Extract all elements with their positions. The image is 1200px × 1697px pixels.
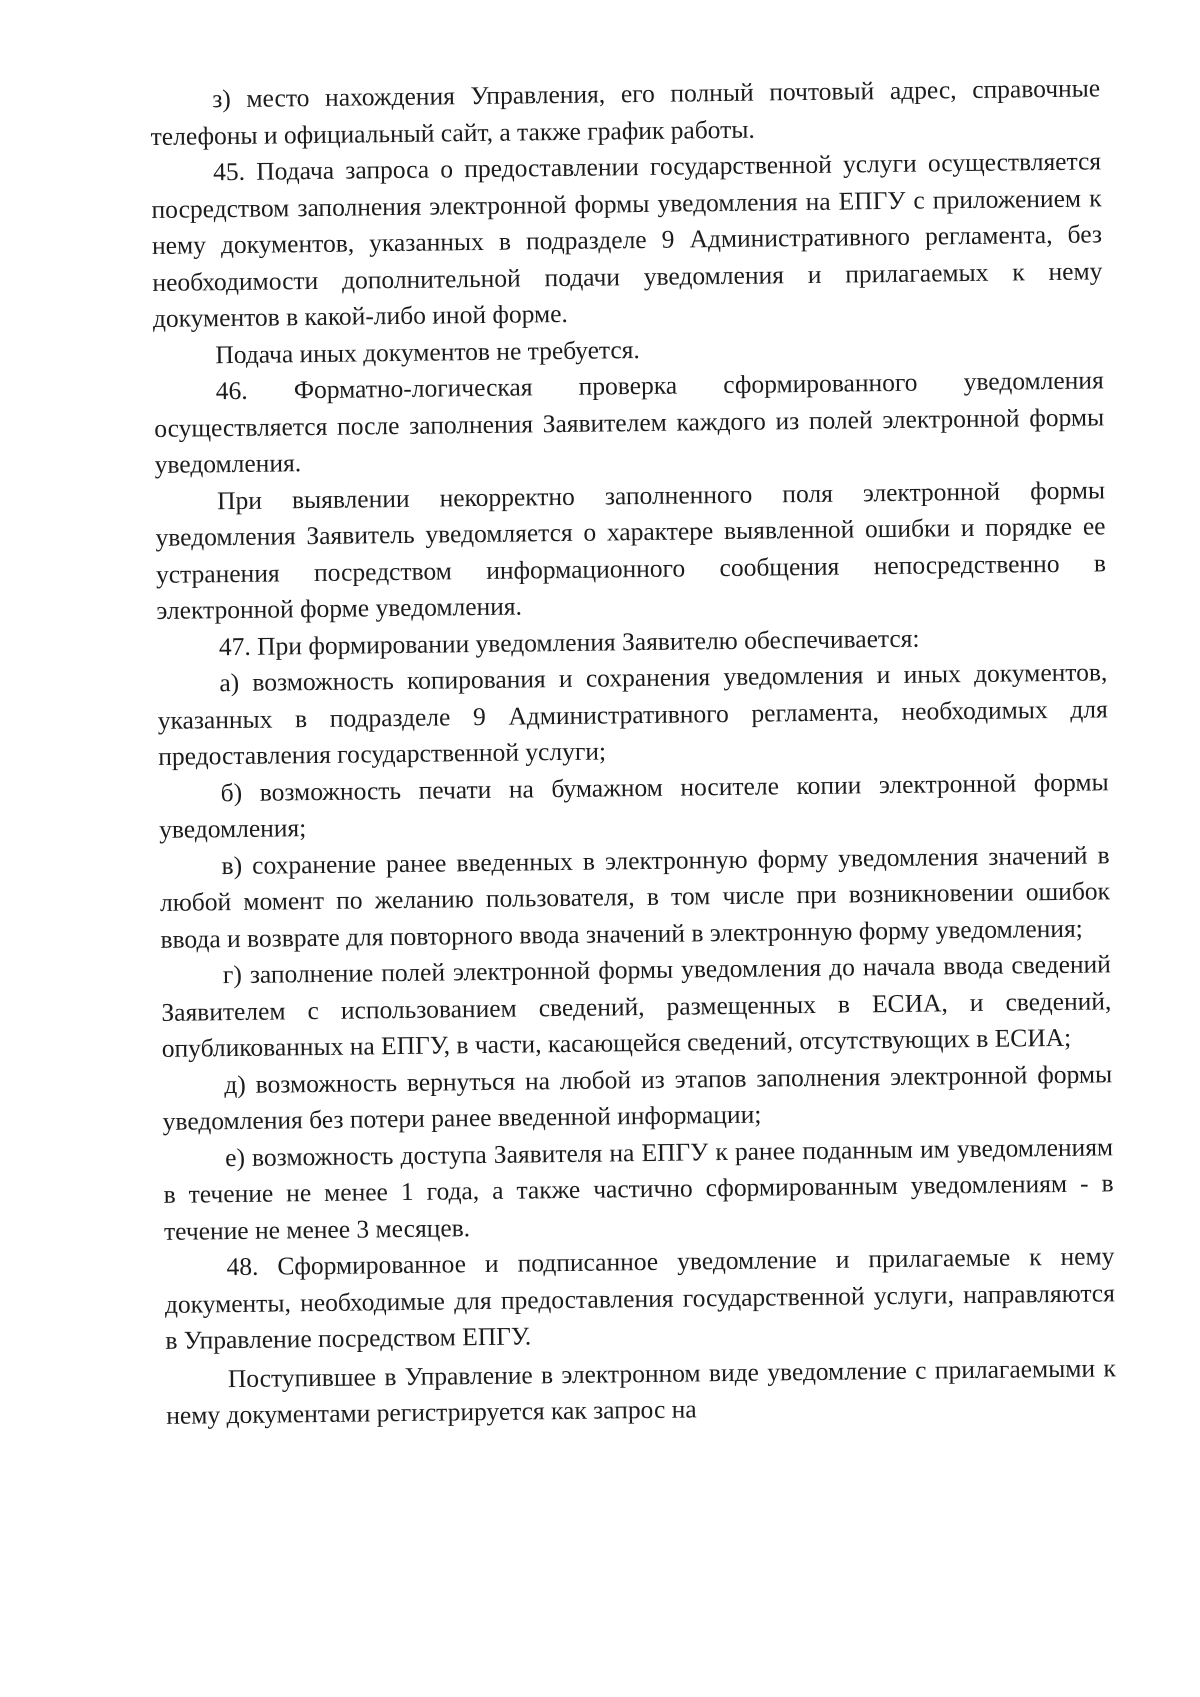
- paragraph-item-a: а) возможность копирования и сохранения уведомления и иных документов, указанных в подразделе 9 Административного регламента, необходимых для предоставления государственной услуги;: [157, 657, 1108, 771]
- paragraph-item-v: в) сохранение ранее введенных в электронную форму уведомления значений в любой момент по желанию пользователя, в том числе при возникновении ошибок ввода и возврате для повторного ввода значений в электронную форму уведомления;: [159, 839, 1111, 954]
- paragraph-45: 45. Подача запроса о предоставлении государственной услуги осуществляется посредством заполнения электронной формы уведомления на ЕПГУ с приложением к нему документов, указанных в подразделе 9 Административного регламента, без необходимости дополнительной подачи уведомления и прилагаемых к нему документов в какой-либо иной форме.: [151, 146, 1103, 333]
- paragraph-item-b: б) возможность печати на бумажном носителе копии электронной формы уведомления;: [158, 766, 1109, 844]
- paragraph-received-notification: Поступившее в Управление в электронном виде уведомление с прилагаемыми к нему документами регистрируется как запрос на: [166, 1352, 1116, 1430]
- paragraph-47: 47. При формировании уведомления Заявителю обеспечивается:: [218, 623, 920, 661]
- paragraph-incorrect-field: При выявлении некорректно заполненного поля электронной формы уведомления Заявитель уведомляется о характере выявленной ошибки и порядке ее устранения посредством информационного сообщения непосредственно в электронной форме уведомления.: [155, 474, 1107, 625]
- paragraph-46: 46. Форматно-логическая проверка сформированного уведомления осуществляется после заполнения Заявителем каждого из полей электронной формы уведомления.: [154, 365, 1105, 479]
- paragraph-no-other-documents: Подача иных документов не требуется.: [215, 334, 640, 369]
- paragraph-item-g: г) заполнение полей электронной формы уведомления до начала ввода сведений Заявителем с использованием сведений, размещенных в ЕСИА, и сведений, опубликованных на ЕПГУ, в части, касающейся сведений, отсутствующих в ЕСИА;: [161, 949, 1112, 1063]
- paragraph-item-z: з) место нахождения Управления, его полный почтовый адрес, справочные телефоны и официальный сайт, а также график работы.: [150, 73, 1101, 151]
- paragraph-item-d: д) возможность вернуться на любой из этапов заполнения электронной формы уведомления без потери ранее введенной информации;: [162, 1058, 1113, 1136]
- paragraph-item-e: е) возможность доступа Заявителя на ЕПГУ к ранее поданным им уведомлениям в течение не менее 1 года, а также частично сформированным уведомлениям - в течение не менее 3 месяцев.: [163, 1131, 1114, 1246]
- paragraph-48: 48. Сформированное и подписанное уведомление и прилагаемые к нему документы, необходимые для предоставления государственной услуги, направляются в Управление посредством ЕПГУ.: [164, 1241, 1116, 1355]
- document-body: [150, 70, 1116, 1434]
